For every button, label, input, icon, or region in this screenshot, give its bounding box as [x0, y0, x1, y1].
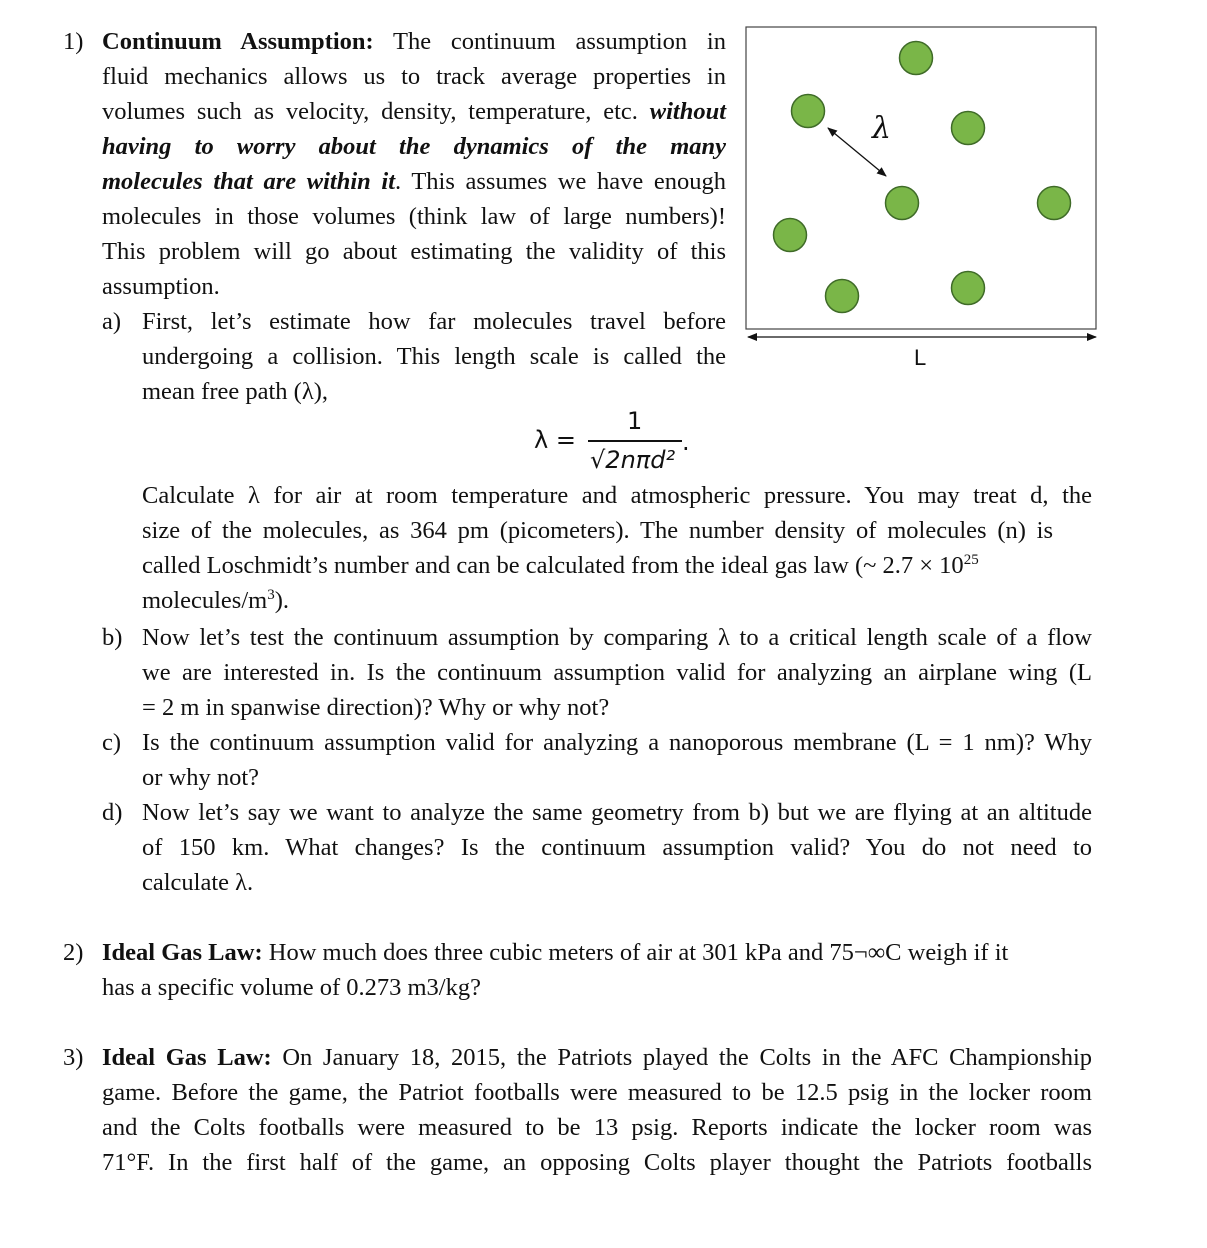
problem1-line-1: [102, 24, 726, 59]
molecule: [952, 112, 985, 145]
problem2-text: How much does three cubic meters of air at 301 kPa and 75¬∞C weigh if it: [268, 939, 1009, 966]
formula-denominator: √2nπd²: [590, 446, 676, 474]
problem3-line-4: 71°F. In the first half of the game, an opposing Colts player thought the Patriots footballs: [102, 1149, 1092, 1176]
formula-lhs: λ =: [534, 426, 576, 454]
problem2-heading: Ideal Gas Law:: [102, 939, 263, 966]
exponent: 25: [963, 552, 979, 568]
problem2-line-1: [102, 935, 1092, 970]
units-exponent: 3: [267, 587, 275, 603]
part-c-marker: c): [102, 729, 122, 756]
part-c-line-1: Is the continuum assumption valid for analyzing a nanoporous membrane (L = 1 nm)? Why: [142, 729, 1092, 756]
problem2-line-2: has a specific volume of 0.273 m3/kg?: [102, 974, 481, 1001]
problem3-heading: Ideal Gas Law:: [102, 1044, 272, 1071]
loschmidt-text: called Loschmidt’s number and can be calculated from the ideal gas law (~ 2.7 × 10: [142, 552, 964, 579]
part-d-line-2: of 150 km. What changes? Is the continuum assumption valid? You do not need to: [142, 834, 1092, 861]
problem2-number: 2): [63, 939, 84, 966]
problem1-line-3: [102, 94, 726, 129]
part-a-after-line-1: Calculate λ for air at room temperature and atmospheric pressure. You may treat d, the: [142, 482, 1092, 509]
problem1-emphasis-line: having to worry about the dynamics of the many: [102, 133, 726, 160]
formula-numerator: 1: [627, 407, 643, 435]
part-a-line-2: undergoing a collision. This length scale is called the: [142, 343, 726, 370]
problem1-line-6: molecules in those volumes (think law of large numbers)!: [102, 203, 726, 230]
molecule: [952, 272, 985, 305]
part-a-after-line-2: size of the molecules, as 364 pm (picometers). The number density of molecules (n) is: [142, 517, 1053, 544]
problem1-heading: Continuum Assumption:: [102, 28, 374, 55]
problem1-text: . This assumes we have enough: [395, 168, 726, 195]
part-a-after-line-3: [142, 548, 1092, 583]
units-text: molecules/m: [142, 587, 268, 614]
molecule: [1038, 187, 1071, 220]
part-b-marker: b): [102, 624, 123, 651]
problem3-number: 3): [63, 1044, 84, 1071]
molecule-box-figure: [738, 20, 1110, 380]
length-label: L: [914, 345, 927, 370]
part-a-line-3: mean free path (λ),: [142, 378, 328, 405]
problem1-emphasis: molecules that are within it: [102, 168, 395, 195]
molecule: [774, 219, 807, 252]
part-b-line-2: we are interested in. Is the continuum assumption valid for analyzing an airplane wing (L: [142, 659, 1092, 686]
fraction-bar: [588, 440, 682, 442]
problem1-text: The continuum assumption in: [393, 28, 726, 55]
problem1-line-2: fluid mechanics allows us to track average properties in: [102, 63, 726, 90]
problem1-line-7: This problem will go about estimating the validity of this: [102, 238, 726, 265]
problem3-line-1: [102, 1040, 1092, 1075]
problem3-line-2: game. Before the game, the Patriot footballs were measured to be 12.5 psig in the locker room: [102, 1079, 1092, 1106]
units-close: ).: [274, 587, 289, 614]
problem3-line-3: and the Colts footballs were measured to be 13 psig. Reports indicate the locker room was: [102, 1114, 1092, 1141]
lambda-label: λ: [872, 111, 892, 146]
part-d-line-1: Now let’s say we want to analyze the same geometry from b) but we are flying at an altitude: [142, 799, 1092, 826]
part-a-after-line-4: [142, 583, 1092, 618]
part-a-marker: a): [102, 308, 122, 335]
part-b-line-3: = 2 m in spanwise direction)? Why or why not?: [142, 694, 610, 721]
problem1-line-8: assumption.: [102, 273, 220, 300]
problem1-line-5: [102, 164, 726, 199]
molecule: [792, 95, 825, 128]
problem1-emphasis: without: [649, 98, 727, 125]
problem1-text: volumes such as velocity, density, temperature, etc.: [102, 98, 638, 125]
part-c-line-2: or why not?: [142, 764, 260, 791]
problem3-text: On January 18, 2015, the Patriots played the Colts in the AFC Championship: [282, 1044, 1093, 1071]
problem1-number: 1): [63, 28, 84, 55]
molecule: [826, 280, 859, 313]
part-b-line-1: Now let’s test the continuum assumption by comparing λ to a critical length scale of a flow: [142, 624, 1092, 651]
part-d-line-3: calculate λ.: [142, 869, 254, 896]
part-d-marker: d): [102, 799, 123, 826]
formula-period: .: [682, 428, 690, 456]
molecule: [900, 42, 933, 75]
molecule: [886, 187, 919, 220]
part-a-line-1: First, let’s estimate how far molecules travel before: [142, 308, 726, 335]
